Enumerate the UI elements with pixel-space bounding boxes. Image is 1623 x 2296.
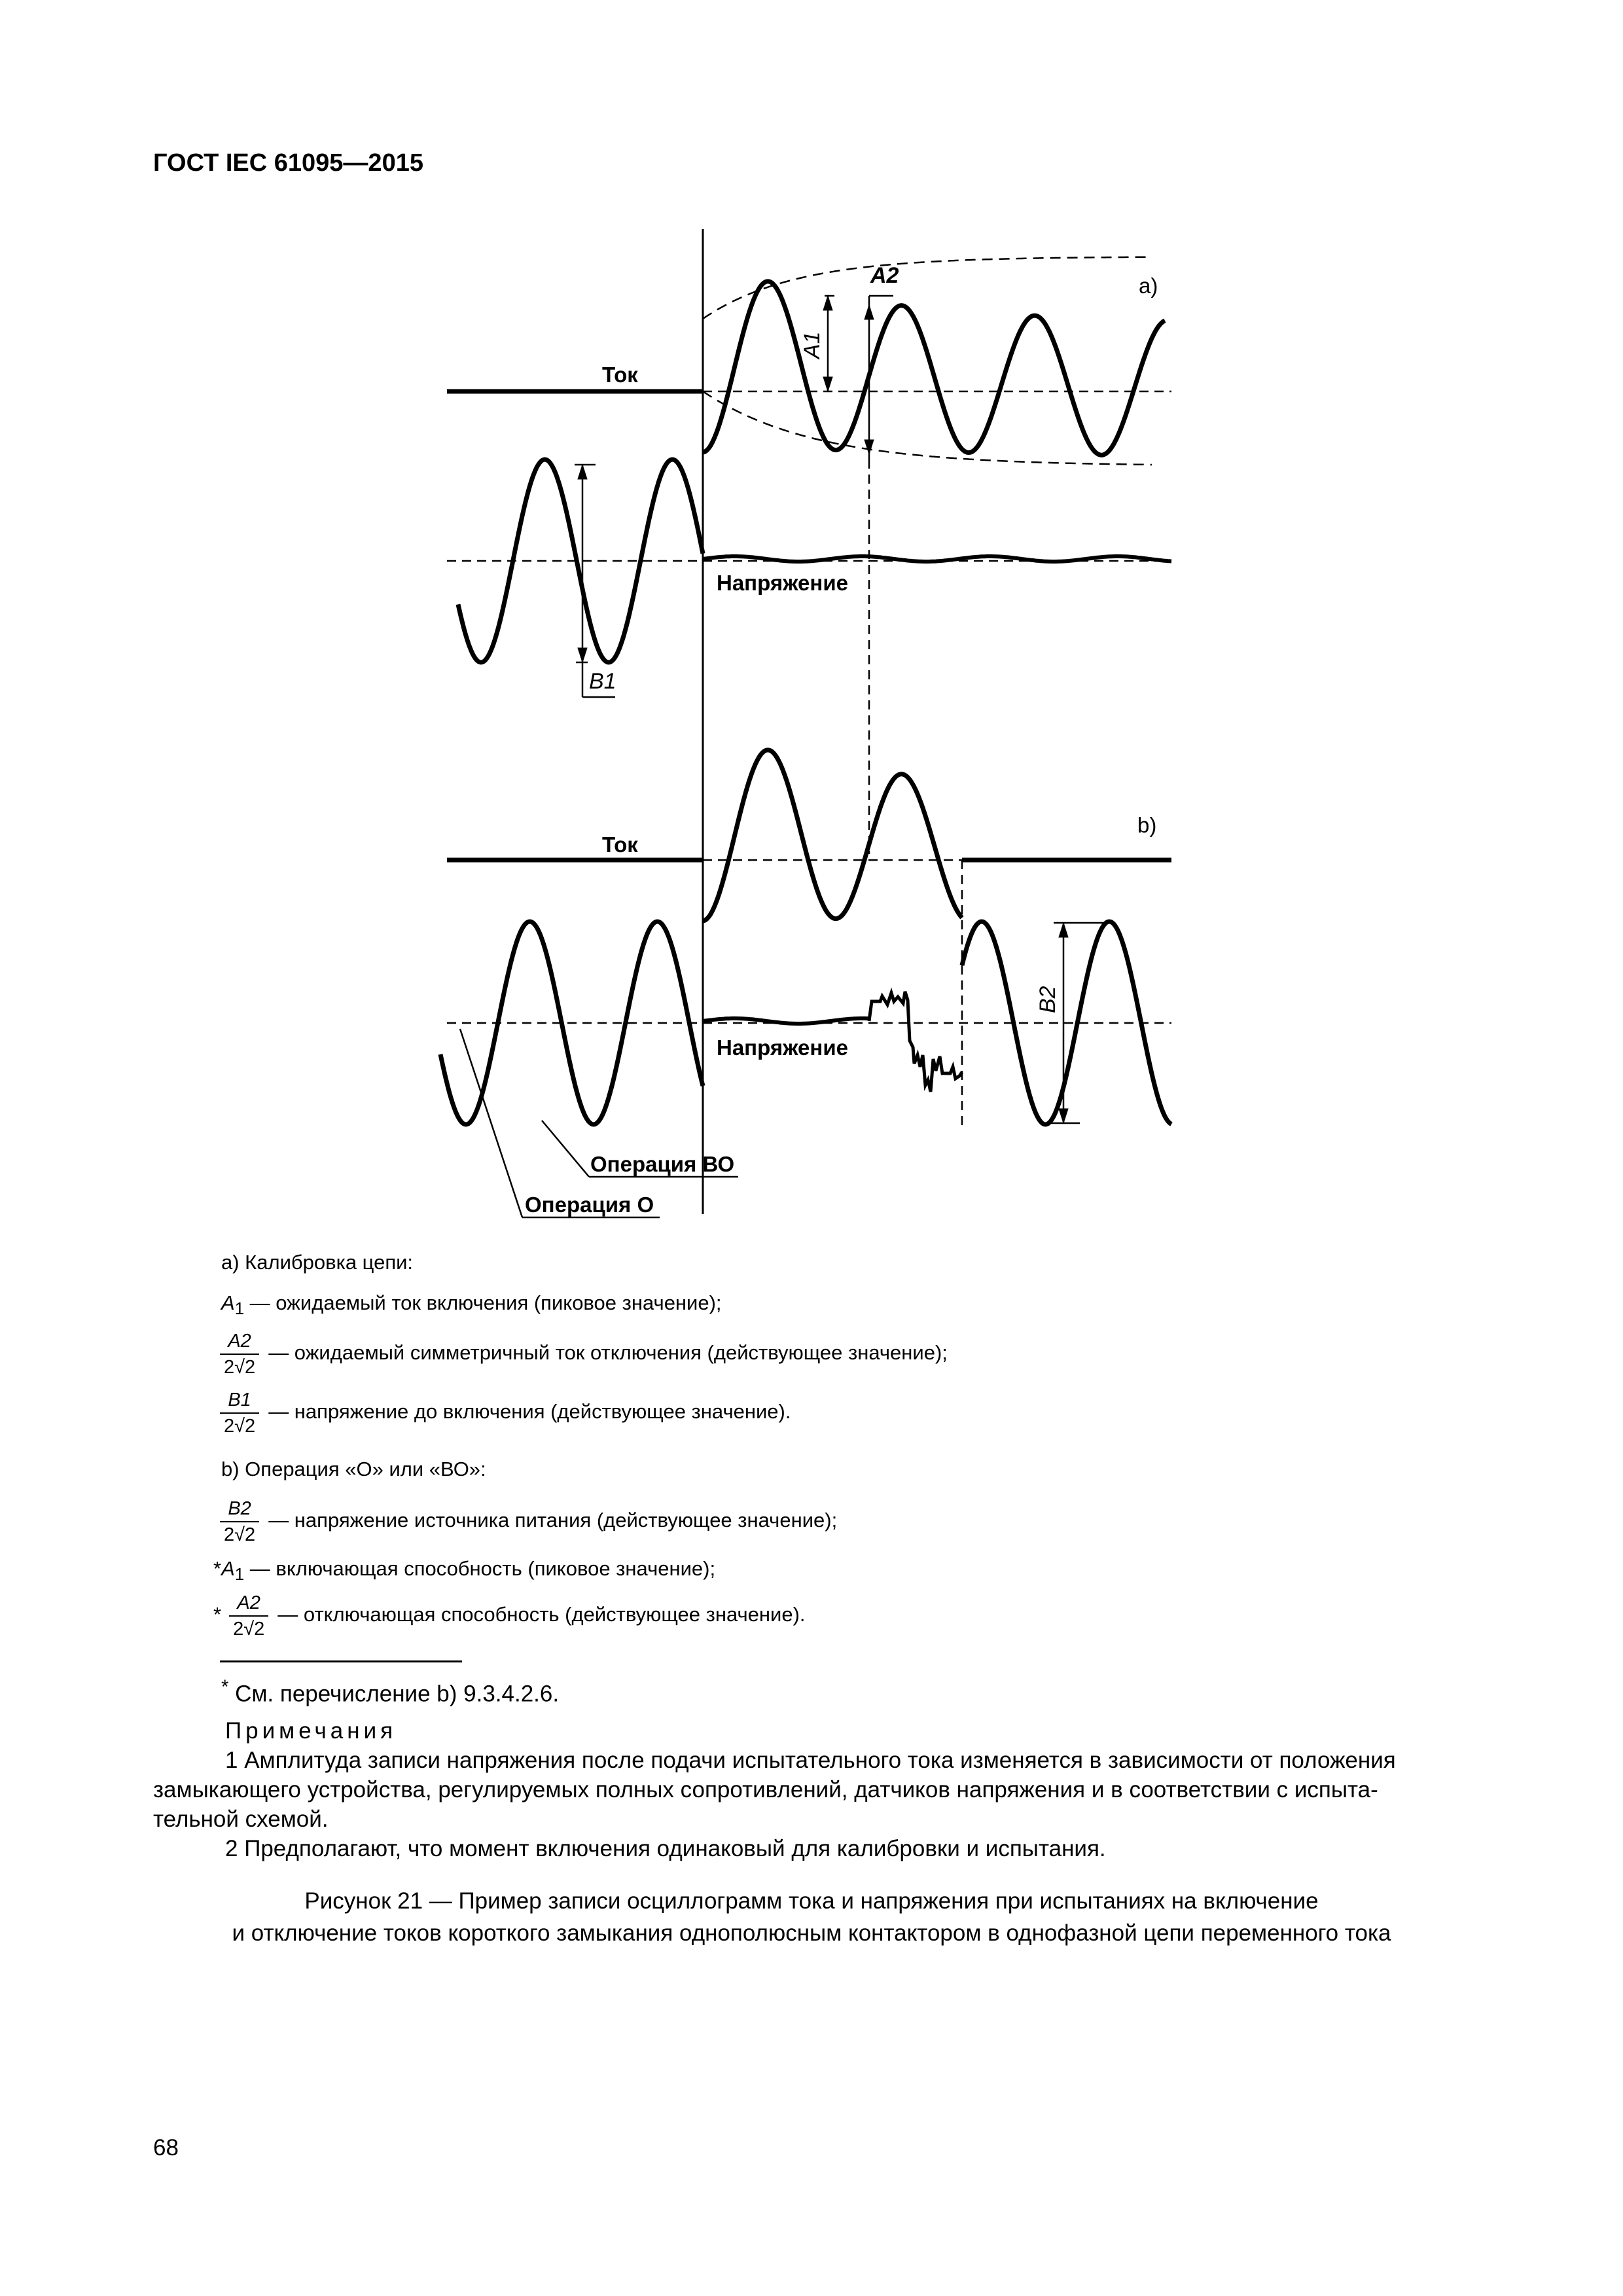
a2-label: A2: [870, 263, 899, 288]
legend-b-title: b) Операция «О» или «ВО»:: [221, 1458, 486, 1480]
operation-o-label: Операция О: [525, 1193, 654, 1217]
note-1-line-3: тельной схемой.: [153, 1806, 329, 1832]
voltage-label-b: Напряжение: [717, 1035, 848, 1060]
a1-label: [800, 331, 825, 360]
current-waveform-b: [703, 750, 962, 921]
upper-envelope: [703, 257, 1152, 319]
figure-label-a: a): [1139, 274, 1158, 298]
current-label-a: Ток: [602, 363, 638, 387]
svg-text:B2: B2: [1035, 986, 1060, 1013]
figure-caption-line-2: и отключение токов короткого замыкания однополюсным контактором в однофазной цепи переменного тока: [232, 1920, 1391, 1946]
page-number: 68: [153, 2135, 179, 2161]
note-2: 2 Предполагают, что момент включения одинаковый для калибровки и испытания.: [225, 1836, 1106, 1861]
figure-label-b: b): [1137, 813, 1157, 837]
note-1-line-2: замыкающего устройства, регулируемых полных сопротивлений, датчиков напряжения и в соответствии с испыта-: [153, 1777, 1378, 1803]
b2-label: [1035, 986, 1060, 1013]
b1-label: B1: [589, 669, 616, 694]
current-label-b: Ток: [602, 833, 638, 857]
legend-b2: $\frac{B2}{2√2}$ — напряжение источника питания (действующее значение);: [220, 1496, 837, 1547]
legend-star-a1: $*A_1$ — включающая способность (пиковое значение);: [213, 1557, 716, 1585]
footnote-rule: [220, 1660, 462, 1662]
operation-bo-leader: [542, 1121, 589, 1177]
legend-a2: $\frac{A2}{2√2}$ — ожидаемый симметричный ток отключения (действующее значение);: [220, 1329, 948, 1380]
figure-caption-line-1: Рисунок 21 — Пример записи осциллограмм тока и напряжения при испытаниях на включение: [304, 1888, 1319, 1914]
current-waveform-a: [703, 281, 1165, 455]
arc-voltage-trace: [869, 992, 962, 1092]
document-header: ГОСТ IEC 61095—2015: [153, 149, 423, 177]
legend-a-title: а) Калибровка цепи:: [221, 1251, 414, 1274]
svg-text:A1: A1: [800, 331, 825, 359]
operation-bo-label: Операция ВО: [590, 1152, 735, 1176]
legend-star-a2: * $\frac{A2}{2√2}$ — отключающая способность (действующее значение).: [213, 1590, 806, 1641]
legend-a1: $A_1$ — ожидаемый ток включения (пиковое значение);: [221, 1291, 722, 1319]
note-1-line-1: 1 Амплитуда записи напряжения после подачи испытательного тока изменяется в зависимости от положения: [225, 1748, 1396, 1773]
legend-b1: $\frac{B1}{2√2}$ — напряжение до включения (действующее значение).: [220, 1388, 791, 1439]
voltage-label-a: Напряжение: [717, 571, 848, 595]
footnote: * См. перечисление b) 9.3.4.2.6.: [221, 1677, 560, 1707]
notes-title: Примечания: [225, 1718, 397, 1744]
